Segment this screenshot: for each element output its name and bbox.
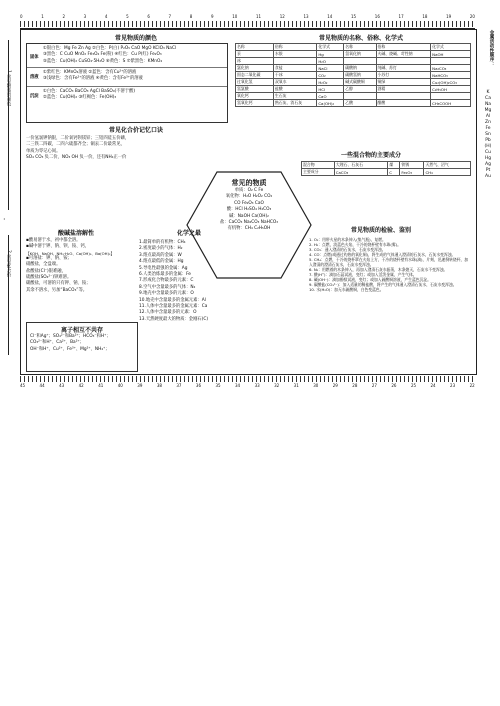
ion-box <box>26 322 138 372</box>
ruler-num: 35 <box>215 383 221 388</box>
divider <box>27 86 227 87</box>
chem-most-lines <box>139 240 208 323</box>
names-table <box>235 43 471 107</box>
table-row <box>236 79 471 86</box>
table-row <box>302 162 471 169</box>
table-row <box>236 100 471 107</box>
ruler-num: 7 <box>168 14 172 19</box>
table-row <box>236 86 471 93</box>
table-cell: HCl <box>317 86 344 93</box>
table-cell: C₂H₅OH <box>431 86 471 93</box>
table-cell: 氯化钠 <box>236 65 274 72</box>
ruler-num: 28 <box>352 383 358 388</box>
ruler-num: 17 <box>398 14 404 19</box>
table-cell: 生石灰 <box>273 93 316 100</box>
ruler-num: 6 <box>147 14 150 19</box>
solution-line: ③浅绿色：含有Fe²⁺的溶液 ④黄色：含有Fe³⁺的溶液 <box>43 76 143 82</box>
identify-title: 常见物质的检验、鉴别 <box>350 227 411 234</box>
table-cell: 乙醇 <box>344 86 376 93</box>
ruler-num: 1 <box>41 14 44 19</box>
metal-item: (H) <box>484 144 492 149</box>
ruler-num: 32 <box>274 383 280 388</box>
table-cell: 天然气、沼气 <box>424 162 471 169</box>
substance-line: 碱：NaOH Ca(OH)₂ <box>229 213 269 219</box>
table-cell: 纯碱、苏打 <box>376 65 431 72</box>
table-cell: H₂O₂ <box>317 79 344 86</box>
table-cell: 冰 <box>236 58 274 65</box>
substance-line: 有机物：CH₄ C₂H₅OH <box>227 226 271 232</box>
table-cell <box>273 58 316 65</box>
solid-line: ③黑色：C CuO MnO₂ Fe₃O₄ Fe(粉) ④红色：Cu P(红) Fe₂O₃ <box>43 52 162 58</box>
ruler-num: 0 <box>20 14 23 19</box>
solubility-line: 盐酸盐(Cl⁻)银难融， <box>26 268 66 274</box>
table-cell: NaCl <box>317 65 344 72</box>
table-header-row <box>236 44 471 51</box>
ruler-num: 3 <box>83 14 87 19</box>
ruler-num: 23 <box>450 383 456 388</box>
solid-label: 固体 <box>30 55 39 60</box>
table-cell: 乙酸 <box>344 100 376 107</box>
identify-line: 6. N₂：用燃着的木条伸入，再加入澄清石灰水振荡，木条熄灭，石灰水不变浑浊。 <box>309 267 448 272</box>
substance-line: 盐：CaCO₃ Na₂CO₃ NaHCO₃ <box>220 220 278 226</box>
solubility-title: 酸碱盐溶解性 <box>57 230 94 237</box>
chem-most-line: 2.密度最小的气体：H₂ <box>139 246 183 252</box>
valence-title: 常见化合价记忆口诀 <box>108 127 163 134</box>
metal-item: Cu <box>485 150 491 155</box>
table-cell: 碳酸钠 <box>344 65 376 72</box>
solubility-line: 【KOH、NaOH、NH₃·H₂O、Ca(OH)₂、Ba(OH)₂】 <box>26 250 115 256</box>
table-cell: 主要成分 <box>302 169 335 176</box>
substance-line: 氧化物：H₂O H₂O₂ CO₂ <box>225 194 273 200</box>
table-cell: 大理石、石灰石 <box>334 162 387 169</box>
left-divider-line <box>8 40 9 210</box>
table-cell <box>431 58 471 65</box>
chem-most-line: 5.导电性最强的金属：Ag <box>139 265 188 271</box>
metal-item: Al <box>485 114 491 119</box>
ruler-num: 5 <box>126 14 129 19</box>
left-marker-dot: · <box>3 215 6 224</box>
divider <box>27 67 227 68</box>
ruler-num: 12 <box>279 14 285 19</box>
substance-line: 酸：HCl H₂SO₄ H₂CO₃ <box>226 207 272 213</box>
mixture-table <box>301 161 471 176</box>
metal-item: Ca <box>485 96 491 101</box>
metal-item: Mg <box>484 108 492 113</box>
chem-most-line: 3.熔点最高的金属：W <box>139 252 182 258</box>
ruler-num: 22 <box>469 383 475 388</box>
precip-line: ①白色：CaCO₃ BaCO₃ AgCl BaSO₄(不溶于酸) <box>43 89 136 94</box>
identify-line: 5. CH₄：点燃，干冷的烧杯罩在火焰上方，干冷的烧杯壁有水珠(滴)，片刻，迅速倒转烧杯，加入澄清的澄清石灰水，石灰水变浑浊。 <box>309 257 469 267</box>
table-cell: H₂O <box>317 58 344 65</box>
substance-line: CO Fe₂O₃ CaO <box>234 200 264 206</box>
table-cell: CO₂ <box>317 72 344 79</box>
valence-line: 单质为零记心间。 <box>26 148 61 154</box>
table-cell: 干冰 <box>273 72 316 79</box>
table-row <box>236 51 471 58</box>
ruler-num: 18 <box>422 14 428 19</box>
table-cell: 盐酸 <box>273 86 316 93</box>
table-cell: Na₂CO₃ <box>431 65 471 72</box>
chem-most-line: 1.最简单的有机物：CH₄ <box>139 240 186 245</box>
chem-most-line: 13.天然硬度最大的物质：金刚石(C) <box>139 316 209 322</box>
table-cell: 煤 <box>388 162 400 169</box>
ruler-num: 43 <box>59 383 65 388</box>
metal-item: Fe <box>485 126 491 131</box>
ruler-num: 24 <box>430 383 436 388</box>
metal-item: Pb <box>485 138 491 143</box>
ruler-num: 15 <box>351 14 357 19</box>
metal-item: Pt <box>485 168 491 173</box>
chem-most-line: 8.空气中含量最多的气体：N₂ <box>139 284 196 290</box>
ruler-num: 26 <box>391 383 397 388</box>
left-margin-strip <box>0 0 18 706</box>
valence-line: 二三铁二四碳，二四六硫都齐全；铜汞二价最常见， <box>26 142 125 148</box>
ruler-num: 10 <box>232 14 238 19</box>
table-cell: CH₃COOH <box>431 100 471 107</box>
chem-most-line: 9.地壳中含量最多的元素：O <box>139 291 194 297</box>
table-cell: 火碱、烧碱、苛性钠 <box>376 51 431 58</box>
ruler-num: 9 <box>210 14 214 19</box>
ruler-num: 44 <box>39 383 45 388</box>
metal-item: Sn <box>485 132 491 137</box>
common-substance-block <box>185 178 313 233</box>
identify-line: 7. 酸(H⁺)：滴加石蕊试液，变红；或加入活泼金属，产生气体。 <box>309 272 417 277</box>
ruler-num: 31 <box>293 383 299 388</box>
solubility-line: 硝酸盐，全盘端。 <box>26 262 61 268</box>
identify-line: 10. 水(H₂O)：加无水硫酸铜，白色变蓝色。 <box>309 287 384 292</box>
ruler-num: 11 <box>255 14 262 19</box>
substance-line: 单质：O₂ C Fe <box>234 188 264 193</box>
table-cell: 汞 <box>236 51 274 58</box>
solution-lines <box>43 70 143 83</box>
chem-most-title: 化学之最 <box>176 230 201 237</box>
table-cell: Cu₂(OH)₂CO₃ <box>431 79 471 86</box>
top-ruler-numbers <box>20 14 475 19</box>
common-substance-title: 常见的物质 <box>231 179 267 187</box>
precip-lines <box>43 89 135 102</box>
table-header: 化学式 <box>431 44 471 51</box>
solubility-line: ▪碱中溶于钾、钠、钡、铵、钙， <box>26 244 90 250</box>
table-cell: 铜绿 <box>376 79 431 86</box>
precip-line: ②蓝色：Cu(OH)₂ ③红褐色：Fe(OH)₃ <box>43 95 117 101</box>
ruler-num: 34 <box>235 383 241 388</box>
ruler-num: 37 <box>176 383 182 388</box>
identify-line: 9. 碳酸盐(CO₃²⁻)：加入适量的稀盐酸，将产生的气体通入澄清石灰水，石灰水变浑浊。 <box>309 282 457 287</box>
table-cell: Ca(OH)₂ <box>317 100 344 107</box>
solubility-line: 其余不溶水，另加“BaCO₃”等。 <box>26 287 88 293</box>
table-cell: 氢氯酸 <box>236 86 274 93</box>
table-cell <box>344 93 376 100</box>
ruler-num: 19 <box>446 14 452 19</box>
ruler-ticks <box>20 376 475 382</box>
table-row <box>236 72 471 79</box>
table-row <box>236 58 471 65</box>
table-header: 名称 <box>344 44 376 51</box>
table-cell: NaHCO₃ <box>431 72 471 79</box>
chem-most-line: 7.形成化合物最多的元素：C <box>139 278 194 284</box>
solid-lines <box>43 46 176 65</box>
table-header: 名称 <box>236 44 274 51</box>
table-cell: 酒精 <box>376 86 431 93</box>
ruler-num: 41 <box>98 383 104 388</box>
precip-label: 沉淀 <box>30 94 39 99</box>
table-cell: 醋酸 <box>376 100 431 107</box>
table-header: 化学式 <box>317 44 344 51</box>
identify-line: 1. O₂：用带火星的木条伸入(集气瓶)，复燃。 <box>309 237 386 242</box>
table-row <box>236 93 471 100</box>
chem-most-line: 11.人体中含量最多的金属元素：Ca <box>139 304 208 310</box>
solution-label: 溶液 <box>30 75 39 80</box>
table-cell: 熟石灰、消石灰 <box>273 100 316 107</box>
chem-most-line: 6.人类冶炼最多的金属：Fe <box>139 272 191 278</box>
table-cell: 铁锈 <box>400 162 424 169</box>
identify-line: 3. CO₂：通入澄清的石灰水，石灰水变浑浊。 <box>309 247 386 252</box>
ruler-ticks <box>20 21 475 27</box>
chem-most-line: 10.地壳中含量最多的金属元素：Al <box>139 297 206 303</box>
ruler-num: 14 <box>327 14 333 19</box>
metal-item: K <box>486 90 490 95</box>
table-cell: 碳酸氢钠 <box>344 72 376 79</box>
table-row <box>236 65 471 72</box>
metal-activity-list <box>480 90 496 180</box>
chem-most-line: 12.人体中含量最多的元素：O <box>139 310 197 316</box>
ruler-num: 25 <box>410 383 417 388</box>
ruler-num: 38 <box>156 383 162 388</box>
colors-title: 常见物质的颜色 <box>114 35 157 42</box>
metal-item: Na <box>484 102 492 107</box>
metal-activity-title: 金属活动性顺序： <box>489 30 494 66</box>
bottom-ruler-numbers <box>20 383 475 388</box>
table-cell: 小苏打 <box>376 72 431 79</box>
table-cell: 固态二氧化碳 <box>236 72 274 79</box>
ruler-num: 36 <box>195 383 202 388</box>
metal-activity-strip <box>478 30 498 370</box>
identify-line: 8. 碱(OH⁻)：滴加酚酞试液，变红；或加入硫酸铜溶液，产生蓝色沉淀。 <box>309 277 431 282</box>
ion-title: 离子相互不共存 <box>60 327 103 334</box>
ruler-num: 16 <box>374 14 380 19</box>
table-cell: CaO <box>317 93 344 100</box>
table-cell: 混合物 <box>302 162 335 169</box>
bottom-ruler <box>20 374 475 389</box>
metal-item: Hg <box>484 156 492 161</box>
solubility-line: 硫酸盐(SO₄²⁻)钡难溶。 <box>26 275 72 281</box>
solubility-line: ▪可溶盐：钾、钠、铵； <box>26 255 72 261</box>
table-cell: C <box>388 169 400 176</box>
ruler-num: 27 <box>371 383 377 388</box>
metal-item: Ag <box>485 162 491 167</box>
table-cell: 氢氧化钙 <box>236 100 274 107</box>
ruler-num: 2 <box>62 14 65 19</box>
metal-item: Zn <box>485 120 491 125</box>
table-cell: CH₄ <box>424 169 471 176</box>
ruler-num: 20 <box>469 14 475 19</box>
table-cell: CaCO₃ <box>334 169 387 176</box>
valence-line: 一价氢氯钾钠银，二价氧钙钡镁锌；三铝四硅五价磷， <box>26 136 130 141</box>
table-cell <box>376 58 431 65</box>
ion-line: Cl⁻和Ag⁺；SO₄²⁻和Ba²⁺；HCO₃⁻和H⁺； <box>30 334 111 339</box>
solution-line: ①紫红色：KMnO₄溶液 ②蓝色：含有Cu²⁺的溶液 <box>43 70 137 75</box>
identify-line: 4. CO：点燃(或通过灼热的氧化铜)，将生成的气体通入澄清的石灰水，石灰水变浑浊。 <box>309 252 456 257</box>
solubility-lines <box>26 238 114 294</box>
ruler-num: 39 <box>137 383 143 388</box>
metal-item: Au <box>485 174 491 179</box>
table-cell: 过氧化氢 <box>236 79 274 86</box>
table-cell: 氢氧化钠 <box>344 51 376 58</box>
solid-line: ⑤蓝色：Cu(OH)₂ CuSO₄·5H₂O ⑥黄色：S ⑦紫黑色：KMnO₄ <box>43 58 163 64</box>
names-title: 常见物质的名称、俗称、化学式 <box>318 35 403 42</box>
table-cell: 水银 <box>273 51 316 58</box>
ion-line: OH⁻和H⁺、Cu²⁺、Fe³⁺、Mg²⁺、NH₄⁺； <box>30 346 110 352</box>
ruler-num: 42 <box>78 383 84 388</box>
table-cell <box>376 93 431 100</box>
table-cell: 食盐 <box>273 65 316 72</box>
chem-most-line: 4.熔点最低的金属：Hg <box>139 259 184 265</box>
ion-line: CO₃²⁻和H⁺、Ca²⁺、Ba²⁺； <box>30 340 84 346</box>
solubility-line: ▪酸易溶于水，初中都全溶。 <box>26 238 81 243</box>
valence-line: SO₄ CO₃ 负二价，NO₃ OH 负一价，还有NH₄正一价 <box>26 155 127 161</box>
identify-line: 2. H₂：点燃，淡蓝色火焰，干冷的烧杯壁有水珠(雾)。 <box>309 242 401 247</box>
left-divider-line-2 <box>8 235 9 355</box>
top-ruler <box>20 14 475 29</box>
solubility-line: 碳酸盐，可溶的只有钾、钠、铵； <box>26 281 91 287</box>
table-cell: 氧化钙 <box>236 93 274 100</box>
table-cell: 双氧水 <box>273 79 316 86</box>
ruler-num: 33 <box>254 383 260 388</box>
ruler-num: 8 <box>189 14 193 19</box>
table-row <box>302 169 471 176</box>
table-cell <box>431 93 471 100</box>
ruler-num: 13 <box>303 14 309 19</box>
ruler-num: 30 <box>313 383 319 388</box>
ruler-num: 40 <box>117 383 123 388</box>
table-header: 俗称 <box>273 44 316 51</box>
table-header: 俗称 <box>376 44 431 51</box>
cheat-sheet <box>20 29 477 375</box>
table-cell <box>344 58 376 65</box>
solid-line: ①银白色：Mg Fe Zn Ag ②白色：P(白) P₂O₅ CaO MgO KClO₃ NaCl <box>43 46 177 51</box>
ruler-num: 45 <box>20 383 26 388</box>
valence-lines <box>26 136 129 162</box>
mixture-title: 一些混合物的主要成分 <box>340 152 401 159</box>
table-cell: Hg <box>317 51 344 58</box>
identify-lines <box>309 237 469 292</box>
ruler-num: 29 <box>332 383 338 388</box>
table-cell: NaOH <box>431 51 471 58</box>
table-cell: Fe₂O₃ <box>400 169 424 176</box>
colors-box <box>26 43 228 123</box>
table-cell: 碱式碳酸铜 <box>344 79 376 86</box>
ruler-num: 4 <box>104 14 108 19</box>
